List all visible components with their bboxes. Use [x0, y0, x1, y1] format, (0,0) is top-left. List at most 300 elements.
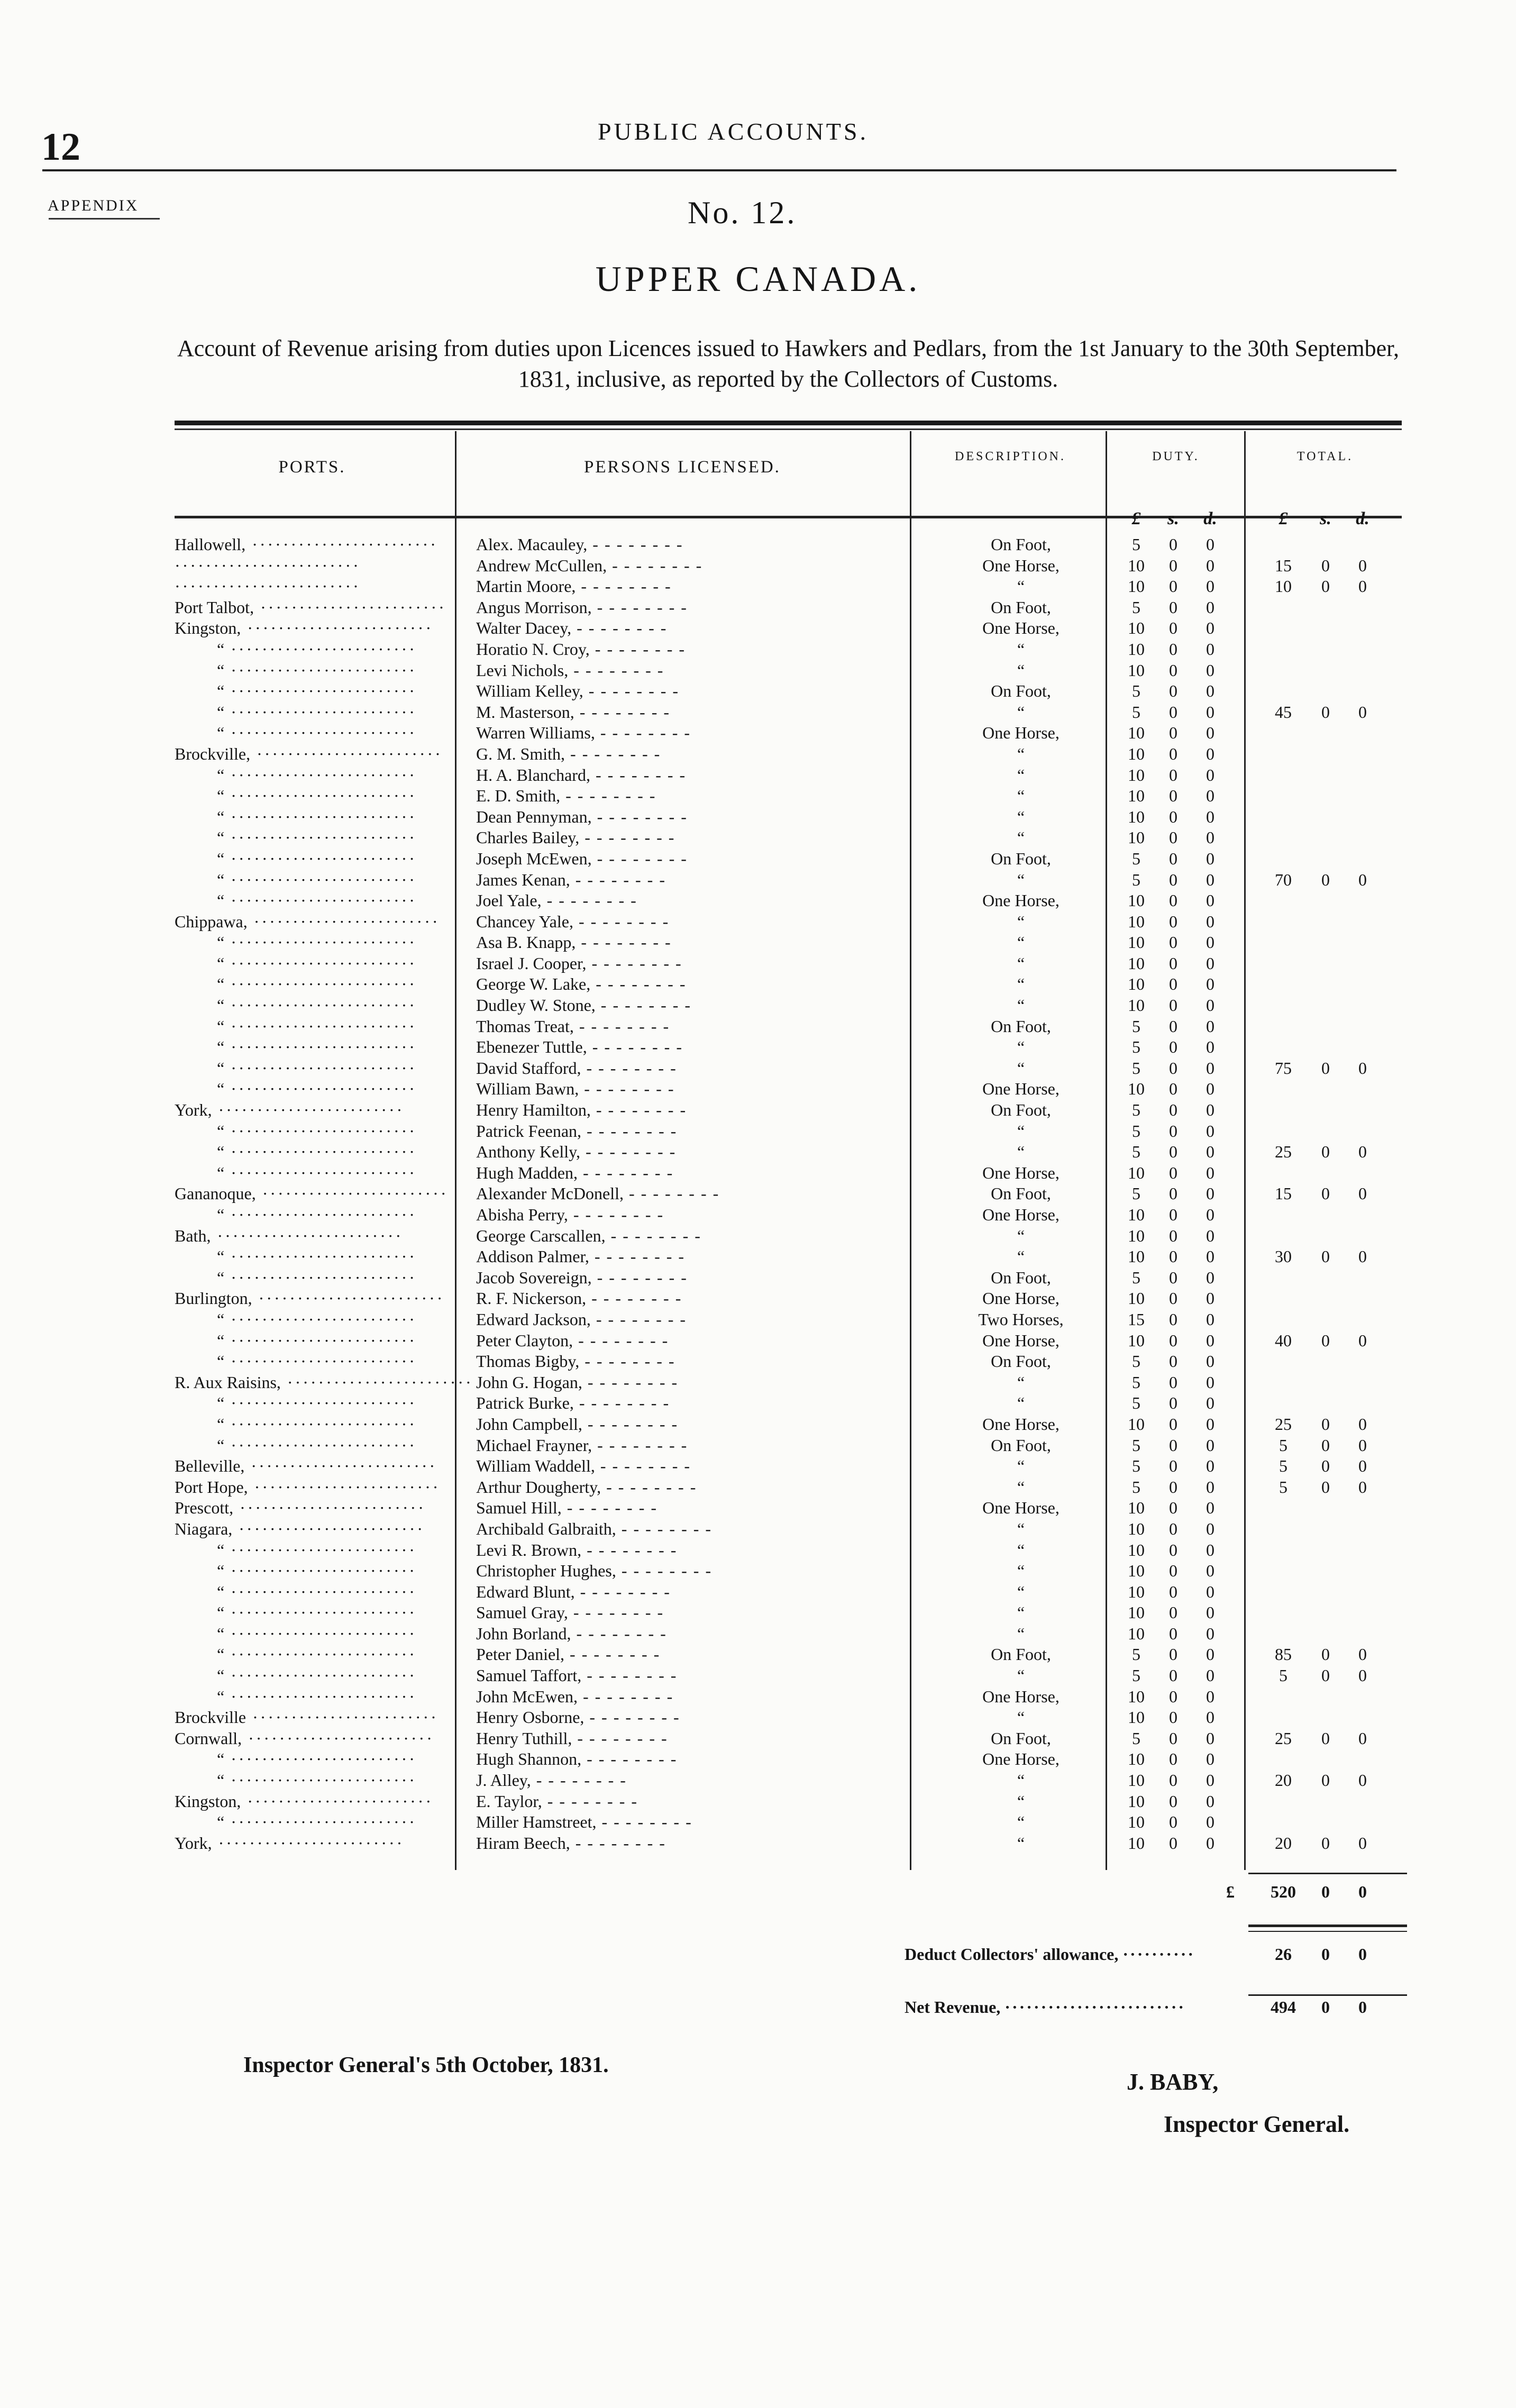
port-cell: [175, 1770, 450, 1791]
duty-shillings: 0: [1169, 1142, 1177, 1162]
port-name: Port Hope,: [175, 1477, 248, 1497]
duty-pounds-unit: £: [1131, 509, 1141, 528]
duty-pence: 0: [1206, 1184, 1214, 1203]
person-name: William Waddell,: [476, 1456, 595, 1476]
duty-shillings: 0: [1169, 702, 1177, 722]
dash-leader: - - - - - - - -: [571, 1623, 667, 1643]
total-pounds: 25: [1275, 1728, 1292, 1748]
description-cell: “: [1017, 1037, 1025, 1057]
duty-shillings: 0: [1169, 1498, 1177, 1518]
port-name: “: [217, 1561, 225, 1581]
duty-pence: 0: [1206, 1309, 1214, 1329]
port-name: York,: [175, 1833, 212, 1853]
duty-pence: 0: [1206, 1582, 1214, 1601]
person-cell: [476, 1393, 920, 1414]
person-name: R. F. Nickerson,: [476, 1289, 587, 1308]
dash-leader: - - - - - - - -: [581, 1540, 678, 1559]
dot-leader: ························: [224, 1749, 417, 1769]
duty-pence: 0: [1206, 1352, 1214, 1371]
duty-pounds: 5: [1132, 1058, 1140, 1078]
port-name: “: [217, 765, 225, 785]
dot-leader: ························: [224, 870, 417, 889]
description-cell: On Foot,: [991, 597, 1051, 617]
dash-leader: - - - - - - - -: [616, 1561, 713, 1581]
duty-pence: 0: [1206, 1540, 1214, 1559]
person-name: John G. Hogan,: [476, 1372, 582, 1392]
description-cell: One Horse,: [982, 1498, 1060, 1518]
port-cell: [175, 974, 450, 995]
total-pence: 0: [1358, 1728, 1367, 1748]
dash-leader: - - - - - - - -: [574, 702, 671, 722]
description-cell: On Foot,: [991, 1267, 1051, 1287]
dot-leader: ························: [254, 597, 446, 617]
person-cell: [476, 932, 920, 953]
port-name: “: [217, 953, 225, 973]
dash-leader: - - - - - - - -: [590, 974, 687, 994]
total-pence: 0: [1358, 870, 1367, 889]
dot-leader: ························: [224, 1812, 417, 1832]
duty-pounds: 5: [1132, 1666, 1140, 1685]
person-cell: [476, 1665, 920, 1686]
dash-leader: - - - - - - - -: [586, 953, 682, 973]
duty-pence: 0: [1206, 1100, 1214, 1120]
duty-pounds: 5: [1132, 681, 1140, 701]
table-row: [0, 1058, 1516, 1079]
description-cell: “: [1017, 933, 1025, 952]
port-name: “: [217, 870, 225, 889]
description-cell: “: [1017, 807, 1025, 826]
dot-leader: ························: [224, 849, 417, 868]
dot-leader: ························: [175, 577, 361, 596]
port-cell: [175, 618, 450, 639]
dot-leader: ························: [224, 1205, 417, 1224]
person-name: Levi Nichols,: [476, 660, 569, 680]
duty-pounds: 10: [1128, 765, 1145, 785]
duty-pounds: 10: [1128, 807, 1145, 826]
table-row: [0, 723, 1516, 744]
deduct-shillings: 0: [1321, 1945, 1330, 1964]
description-cell: One Horse,: [982, 1686, 1060, 1706]
running-head: PUBLIC ACCOUNTS.: [598, 118, 869, 145]
table-row: [0, 660, 1516, 681]
duty-shillings: 0: [1169, 1226, 1177, 1245]
duty-pounds: 10: [1128, 1414, 1145, 1434]
description-cell: On Foot,: [991, 535, 1051, 554]
port-name: “: [217, 1540, 225, 1559]
dash-leader: - - - - - - - -: [581, 1121, 678, 1141]
dash-leader: - - - - - - - -: [586, 1289, 682, 1308]
duty-pence: 0: [1206, 870, 1214, 889]
table-row: [0, 1561, 1516, 1582]
person-cell: [476, 555, 920, 577]
total-pence: 0: [1358, 1666, 1367, 1685]
dot-leader: ························: [175, 555, 361, 575]
port-cell: [175, 1623, 450, 1645]
dash-leader: - - - - - - - -: [590, 1100, 687, 1120]
person-cell: [476, 660, 920, 681]
duty-pounds: 5: [1132, 1372, 1140, 1392]
description-cell: “: [1017, 953, 1025, 973]
port-name: “: [217, 1686, 225, 1706]
person-name: Horatio N. Croy,: [476, 639, 590, 659]
port-cell: [175, 1519, 450, 1540]
duty-pounds: 5: [1132, 1728, 1140, 1748]
description-cell: On Foot,: [991, 1435, 1051, 1455]
total-pounds: 5: [1279, 1666, 1287, 1685]
table-row: [0, 1351, 1516, 1372]
port-cell: [175, 723, 450, 744]
total-shillings: 0: [1321, 1330, 1330, 1350]
port-name: “: [217, 1352, 225, 1371]
duty-pounds: 10: [1128, 1330, 1145, 1350]
table-row: [0, 1791, 1516, 1812]
port-cell: [175, 597, 450, 618]
dot-leader: ························: [224, 1645, 417, 1664]
dash-leader: - - - - - - - -: [577, 1163, 674, 1182]
dot-leader: ························: [224, 1435, 417, 1455]
description-cell: One Horse,: [982, 1079, 1060, 1099]
duty-pence: 0: [1206, 1603, 1214, 1622]
dash-leader: - - - - - - - -: [584, 1708, 680, 1727]
port-name: Brockville,: [175, 744, 251, 763]
total-shillings: 0: [1321, 1728, 1330, 1748]
duty-pounds: 10: [1128, 1708, 1145, 1727]
table-row: [0, 765, 1516, 786]
total-double-rule-thin: [1248, 1931, 1407, 1932]
duty-shillings: 0: [1169, 1623, 1177, 1643]
dash-leader: - - - - - - - -: [591, 807, 688, 826]
dash-leader: - - - - - - - -: [579, 828, 675, 847]
dot-leader: ························: [224, 660, 417, 680]
duty-pounds: 10: [1128, 974, 1145, 994]
header-rule: [42, 169, 1396, 171]
table-row: [0, 807, 1516, 828]
description-cell: “: [1017, 911, 1025, 931]
port-name: “: [217, 639, 225, 659]
total-pence: 0: [1358, 1645, 1367, 1664]
person-cell: [476, 849, 920, 870]
duty-pounds: 10: [1128, 1561, 1145, 1581]
duty-shillings: 0: [1169, 807, 1177, 826]
port-cell: [175, 932, 450, 953]
column-header-description: DESCRIPTION.: [954, 450, 1066, 463]
person-cell: [476, 1016, 920, 1037]
person-cell: [476, 1226, 920, 1247]
person-name: Thomas Treat,: [476, 1016, 574, 1036]
duty-pounds: 10: [1128, 911, 1145, 931]
duty-pounds: 10: [1128, 555, 1145, 575]
duty-shillings: 0: [1169, 639, 1177, 659]
port-cell: [175, 870, 450, 891]
duty-shillings: 0: [1169, 1603, 1177, 1622]
person-name: Dean Pennyman,: [476, 807, 592, 826]
port-cell: [175, 1163, 450, 1184]
duty-pence: 0: [1206, 828, 1214, 847]
person-name: Thomas Bigby,: [476, 1352, 580, 1371]
dot-leader: ························: [224, 681, 417, 701]
person-cell: [476, 1246, 920, 1267]
description-cell: One Horse,: [982, 1749, 1060, 1769]
duty-pence: 0: [1206, 953, 1214, 973]
column-header-persons: PERSONS LICENSED.: [584, 458, 781, 477]
dot-leader: ························: [224, 786, 417, 806]
dash-leader: - - - - - - - -: [589, 639, 686, 659]
port-name: Bath,: [175, 1226, 211, 1245]
duty-shillings: 0: [1169, 577, 1177, 596]
duty-pence: 0: [1206, 1289, 1214, 1308]
total-pence: 0: [1358, 702, 1367, 722]
duty-shillings: 0: [1169, 681, 1177, 701]
duty-shillings: 0: [1169, 1309, 1177, 1329]
total-shillings: 0: [1321, 1247, 1330, 1266]
person-name: John McEwen,: [476, 1686, 578, 1706]
dash-leader: - - - - - - - -: [570, 870, 666, 889]
dash-leader: - - - - - - - -: [595, 996, 692, 1015]
person-cell: [476, 1163, 920, 1184]
port-cell: [175, 995, 450, 1016]
duty-pounds: 5: [1132, 1352, 1140, 1371]
person-name: Samuel Taffort,: [476, 1666, 582, 1685]
person-name: Patrick Burke,: [476, 1393, 574, 1413]
total-pence: 0: [1358, 1058, 1367, 1078]
person-name: George W. Lake,: [476, 974, 591, 994]
total-pence: 0: [1358, 1456, 1367, 1476]
duty-pence: 0: [1206, 911, 1214, 931]
description-cell: One Horse,: [982, 1163, 1060, 1182]
description-cell: One Horse,: [982, 1205, 1060, 1224]
person-cell: [476, 1540, 920, 1561]
duty-shillings: 0: [1169, 1163, 1177, 1182]
duty-pence: 0: [1206, 1247, 1214, 1266]
table-row: [0, 1435, 1516, 1456]
duty-pence: 0: [1206, 555, 1214, 575]
duty-shillings: 0: [1169, 1205, 1177, 1224]
dash-leader: - - - - - - - -: [579, 1079, 675, 1099]
duty-pounds: 5: [1132, 1435, 1140, 1455]
table-row: [0, 1372, 1516, 1393]
description-cell: “: [1017, 996, 1025, 1015]
description-cell: On Foot,: [991, 681, 1051, 701]
person-name: Archibald Galbraith,: [476, 1519, 616, 1538]
person-name: Abisha Perry,: [476, 1205, 568, 1224]
table-row: [0, 1519, 1516, 1540]
dot-leader: ························: [244, 1456, 437, 1476]
person-name: Alex. Macauley,: [476, 535, 588, 554]
dot-leader: ························: [224, 1267, 417, 1287]
table-row: [0, 1770, 1516, 1791]
duty-pence: 0: [1206, 849, 1214, 868]
port-cell: [175, 786, 450, 807]
duty-shillings: 0: [1169, 996, 1177, 1015]
port-name: “: [217, 681, 225, 701]
table-row: [0, 1393, 1516, 1414]
dash-leader: - - - - - - - -: [587, 1037, 683, 1057]
duty-pounds: 10: [1128, 660, 1145, 680]
port-cell: [175, 1393, 450, 1414]
person-name: Charles Bailey,: [476, 828, 580, 847]
description-cell: “: [1017, 1142, 1025, 1162]
duty-shillings: 0: [1169, 1352, 1177, 1371]
port-name: “: [217, 891, 225, 910]
table-row: [0, 932, 1516, 953]
dash-leader: - - - - - - - -: [573, 911, 670, 931]
table-row: [0, 1330, 1516, 1352]
duty-shillings: 0: [1169, 1540, 1177, 1559]
dot-leader: ························: [252, 1289, 445, 1308]
table-row: [0, 555, 1516, 577]
description-cell: One Horse,: [982, 618, 1060, 638]
person-cell: [476, 1561, 920, 1582]
total-shillings: 0: [1321, 1435, 1330, 1455]
duty-shillings: 0: [1169, 660, 1177, 680]
person-name: Alexander McDonell,: [476, 1184, 624, 1203]
person-name: Henry Osborne,: [476, 1708, 585, 1727]
person-cell: [476, 1749, 920, 1770]
table-row: [0, 1456, 1516, 1477]
grand-total-pounds: 520: [1271, 1882, 1296, 1901]
description-cell: “: [1017, 1791, 1025, 1811]
duty-pence: 0: [1206, 1037, 1214, 1057]
dot-leader: ························: [255, 1184, 449, 1203]
duty-pounds: 10: [1128, 744, 1145, 763]
total-pence: 0: [1358, 1771, 1367, 1790]
table-row: [0, 1142, 1516, 1163]
port-cell: [175, 576, 450, 597]
description-cell: “: [1017, 765, 1025, 785]
description-cell: “: [1017, 1603, 1025, 1622]
duty-pence: 0: [1206, 1623, 1214, 1643]
dash-leader: - - - - - - - -: [589, 1247, 686, 1266]
duty-pounds: 10: [1128, 1205, 1145, 1224]
port-name: “: [217, 974, 225, 994]
port-cell: [175, 1456, 450, 1477]
description-cell: “: [1017, 1247, 1025, 1266]
duty-pence: 0: [1206, 1163, 1214, 1182]
table-top-rule: [175, 421, 1402, 425]
dash-leader: - - - - - - - -: [561, 1498, 658, 1518]
deduct-label: Deduct Collectors' allowance, ··········: [905, 1945, 1195, 1964]
duty-pence: 0: [1206, 639, 1214, 659]
table-row: [0, 849, 1516, 870]
duty-pence: 0: [1206, 1393, 1214, 1413]
duty-pounds: 10: [1128, 933, 1145, 952]
person-cell: [476, 1770, 920, 1791]
dot-leader: ························: [224, 1686, 417, 1706]
dot-leader: ························: [224, 1016, 417, 1036]
port-name: “: [217, 1749, 225, 1769]
duty-shillings: 0: [1169, 723, 1177, 743]
dot-leader: ························: [224, 1163, 417, 1182]
dash-leader: - - - - - - - -: [576, 933, 672, 952]
total-shillings: 0: [1321, 1184, 1330, 1203]
person-cell: [476, 1142, 920, 1163]
port-cell: [175, 1749, 450, 1770]
description-cell: “: [1017, 1561, 1025, 1581]
total-shillings: 0: [1321, 702, 1330, 722]
duty-shillings: 0: [1169, 1708, 1177, 1727]
table-row: [0, 1623, 1516, 1645]
description-cell: “: [1017, 1226, 1025, 1245]
person-cell: [476, 1205, 920, 1226]
person-cell: [476, 807, 920, 828]
duty-pence: 0: [1206, 535, 1214, 554]
person-name: Joel Yale,: [476, 891, 542, 910]
duty-pence: 0: [1206, 1372, 1214, 1392]
person-cell: [476, 1791, 920, 1812]
total-shillings: 0: [1321, 555, 1330, 575]
dash-leader: - - - - - - - -: [595, 723, 691, 743]
total-shillings: 0: [1321, 1833, 1330, 1853]
port-cell: [175, 1498, 450, 1519]
port-cell: [175, 807, 450, 828]
person-cell: [476, 786, 920, 807]
port-cell: [175, 1037, 450, 1058]
person-name: Dudley W. Stone,: [476, 996, 596, 1015]
table-row: [0, 1309, 1516, 1330]
total-pence: 0: [1358, 555, 1367, 575]
person-name: M. Masterson,: [476, 702, 574, 722]
duty-pounds: 10: [1128, 723, 1145, 743]
description-cell: One Horse,: [982, 723, 1060, 743]
duty-shillings: 0: [1169, 1791, 1177, 1811]
person-cell: [476, 1602, 920, 1623]
person-cell: [476, 1121, 920, 1142]
duty-shillings: 0: [1169, 974, 1177, 994]
duty-pence: 0: [1206, 1686, 1214, 1706]
total-pounds: 70: [1275, 870, 1292, 889]
description-cell: “: [1017, 1372, 1025, 1392]
grand-total-shillings: 0: [1321, 1882, 1330, 1901]
dot-leader: ························: [224, 702, 417, 722]
duty-pence: 0: [1206, 1519, 1214, 1538]
port-name: “: [217, 996, 225, 1015]
total-shillings: 0: [1321, 1142, 1330, 1162]
person-name: H. A. Blanchard,: [476, 765, 590, 785]
duty-pence: 0: [1206, 1645, 1214, 1664]
port-name: “: [217, 1205, 225, 1224]
table-row: [0, 1477, 1516, 1498]
total-pounds: 75: [1275, 1058, 1292, 1078]
person-name: George Carscallen,: [476, 1226, 606, 1245]
duty-pounds: 10: [1128, 1582, 1145, 1601]
dot-leader: ························: [212, 1833, 405, 1853]
person-name: William Bawn,: [476, 1079, 579, 1099]
port-cell: [175, 1728, 450, 1749]
person-name: Hugh Shannon,: [476, 1749, 582, 1769]
person-cell: [476, 1519, 920, 1540]
port-cell: [175, 1707, 450, 1728]
dot-leader: ························: [280, 1372, 473, 1392]
port-name: Gananoque,: [175, 1184, 256, 1203]
dash-leader: - - - - - - - -: [591, 849, 688, 868]
duty-pounds: 10: [1128, 1163, 1145, 1182]
table-row: [0, 1246, 1516, 1267]
person-cell: [476, 1183, 920, 1205]
duty-pence: 0: [1206, 1749, 1214, 1769]
table-row: [0, 1288, 1516, 1309]
port-name: “: [217, 1058, 225, 1078]
dash-leader: - - - - - - - -: [542, 1791, 638, 1811]
duty-shillings: 0: [1169, 1771, 1177, 1790]
table-row: [0, 1121, 1516, 1142]
dash-leader: - - - - - - - -: [595, 1456, 691, 1476]
dash-leader: - - - - - - - -: [582, 1414, 679, 1434]
person-name: William Kelley,: [476, 681, 583, 701]
port-name: R. Aux Raisins,: [175, 1372, 281, 1392]
port-cell: [175, 1016, 450, 1037]
description-cell: “: [1017, 1623, 1025, 1643]
table-row: [0, 1037, 1516, 1058]
